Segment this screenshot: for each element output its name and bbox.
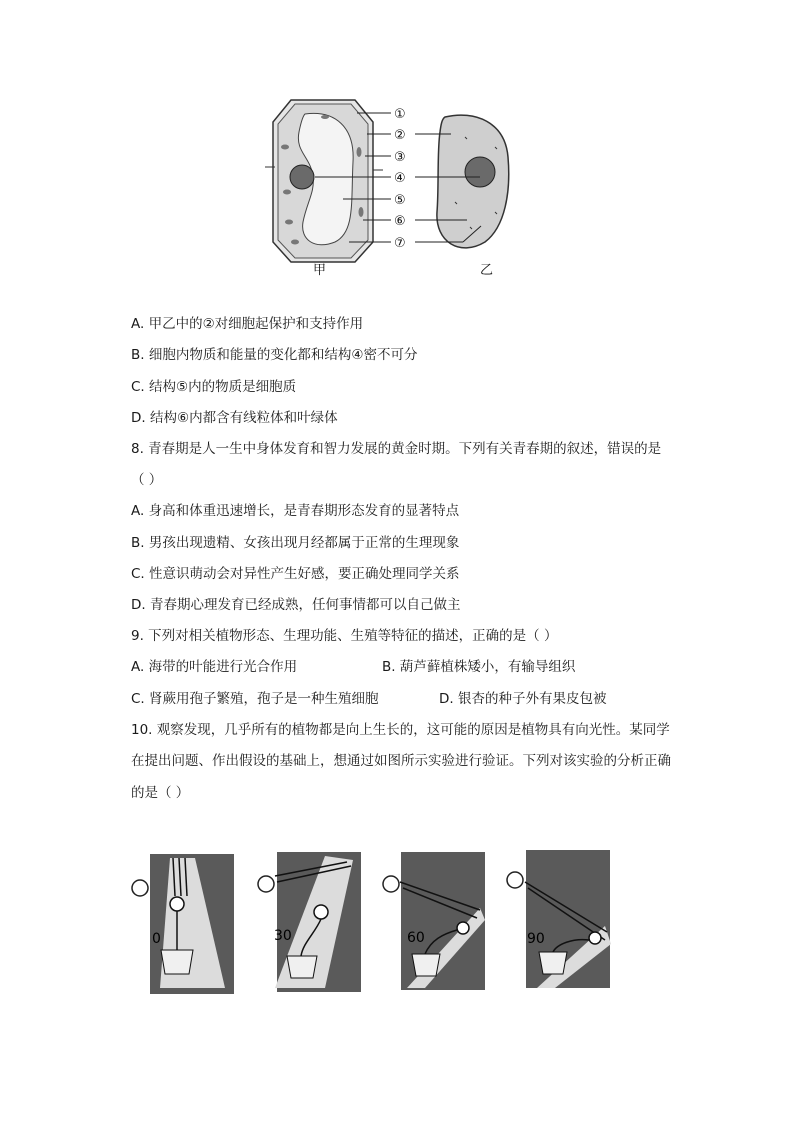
q7-option-a: A. 甲乙中的②对细胞起保护和支持作用 <box>131 316 364 332</box>
marker-1: ① <box>394 107 406 122</box>
q8-option-a: A. 身高和体重迅速增长，是青春期形态发育的显著特点 <box>131 503 460 519</box>
panel-0 <box>132 854 234 994</box>
angle-label-90: 90 <box>527 931 545 947</box>
marker-3: ③ <box>394 150 406 165</box>
marker-labels <box>394 107 406 251</box>
plant-experiment-figure <box>125 848 625 998</box>
q9-stem: 9. 下列对相关植物形态、生理功能、生殖等特征的描述，正确的是（ ） <box>131 628 558 644</box>
q8-stem-blank: （ ） <box>131 472 163 488</box>
marker-2: ② <box>394 128 406 143</box>
q8-stem: 8. 青春期是人一生中身体发育和智力发展的黄金时期。下列有关青春期的叙述，错误的是 <box>131 441 662 457</box>
q10-stem-line2: 在提出问题、作出假设的基础上，想通过如图所示实验进行验证。下列对该实验的分析正确 <box>131 753 671 769</box>
panel-30 <box>258 852 361 992</box>
angle-label-30: 30 <box>274 928 292 944</box>
plant-cell <box>265 100 383 262</box>
marker-4: ④ <box>394 171 406 186</box>
q9-option-b: B. 葫芦藓植株矮小，有输导组织 <box>382 659 576 675</box>
marker-6: ⑥ <box>394 214 406 229</box>
q9-option-c: C. 肾蕨用孢子繁殖，孢子是一种生殖细胞 <box>131 691 379 707</box>
panel-90 <box>507 850 611 988</box>
q8-option-b: B. 男孩出现遗精、女孩出现月经都属于正常的生理现象 <box>131 535 460 551</box>
q9-option-a: A. 海带的叶能进行光合作用 <box>131 659 298 675</box>
q10-stem-line1: 10. 观察发现，几乎所有的植物都是向上生长的，这可能的原因是植物具有向光性。某同学 <box>131 722 670 738</box>
marker-7: ⑦ <box>394 236 406 251</box>
panel-60 <box>383 852 485 990</box>
q8-option-d: D. 青春期心理发育已经成熟，任何事情都可以自己做主 <box>131 597 461 613</box>
animal-cell <box>437 115 509 248</box>
cell-diagram <box>255 92 525 282</box>
q7-option-c: C. 结构⑤内的物质是细胞质 <box>131 379 297 395</box>
label-jia: 甲 <box>313 263 327 278</box>
angle-label-0: 0 <box>152 931 161 947</box>
q10-stem-line3: 的是（ ） <box>131 785 190 801</box>
q7-option-b: B. 细胞内物质和能量的变化都和结构④密不可分 <box>131 347 418 363</box>
q8-option-c: C. 性意识萌动会对异性产生好感，要正确处理同学关系 <box>131 566 460 582</box>
q7-option-d: D. 结构⑥内都含有线粒体和叶绿体 <box>131 410 338 426</box>
marker-5: ⑤ <box>394 193 406 208</box>
angle-label-60: 60 <box>407 930 425 946</box>
q9-option-d: D. 银杏的种子外有果皮包被 <box>439 691 607 707</box>
label-yi: 乙 <box>480 263 494 278</box>
